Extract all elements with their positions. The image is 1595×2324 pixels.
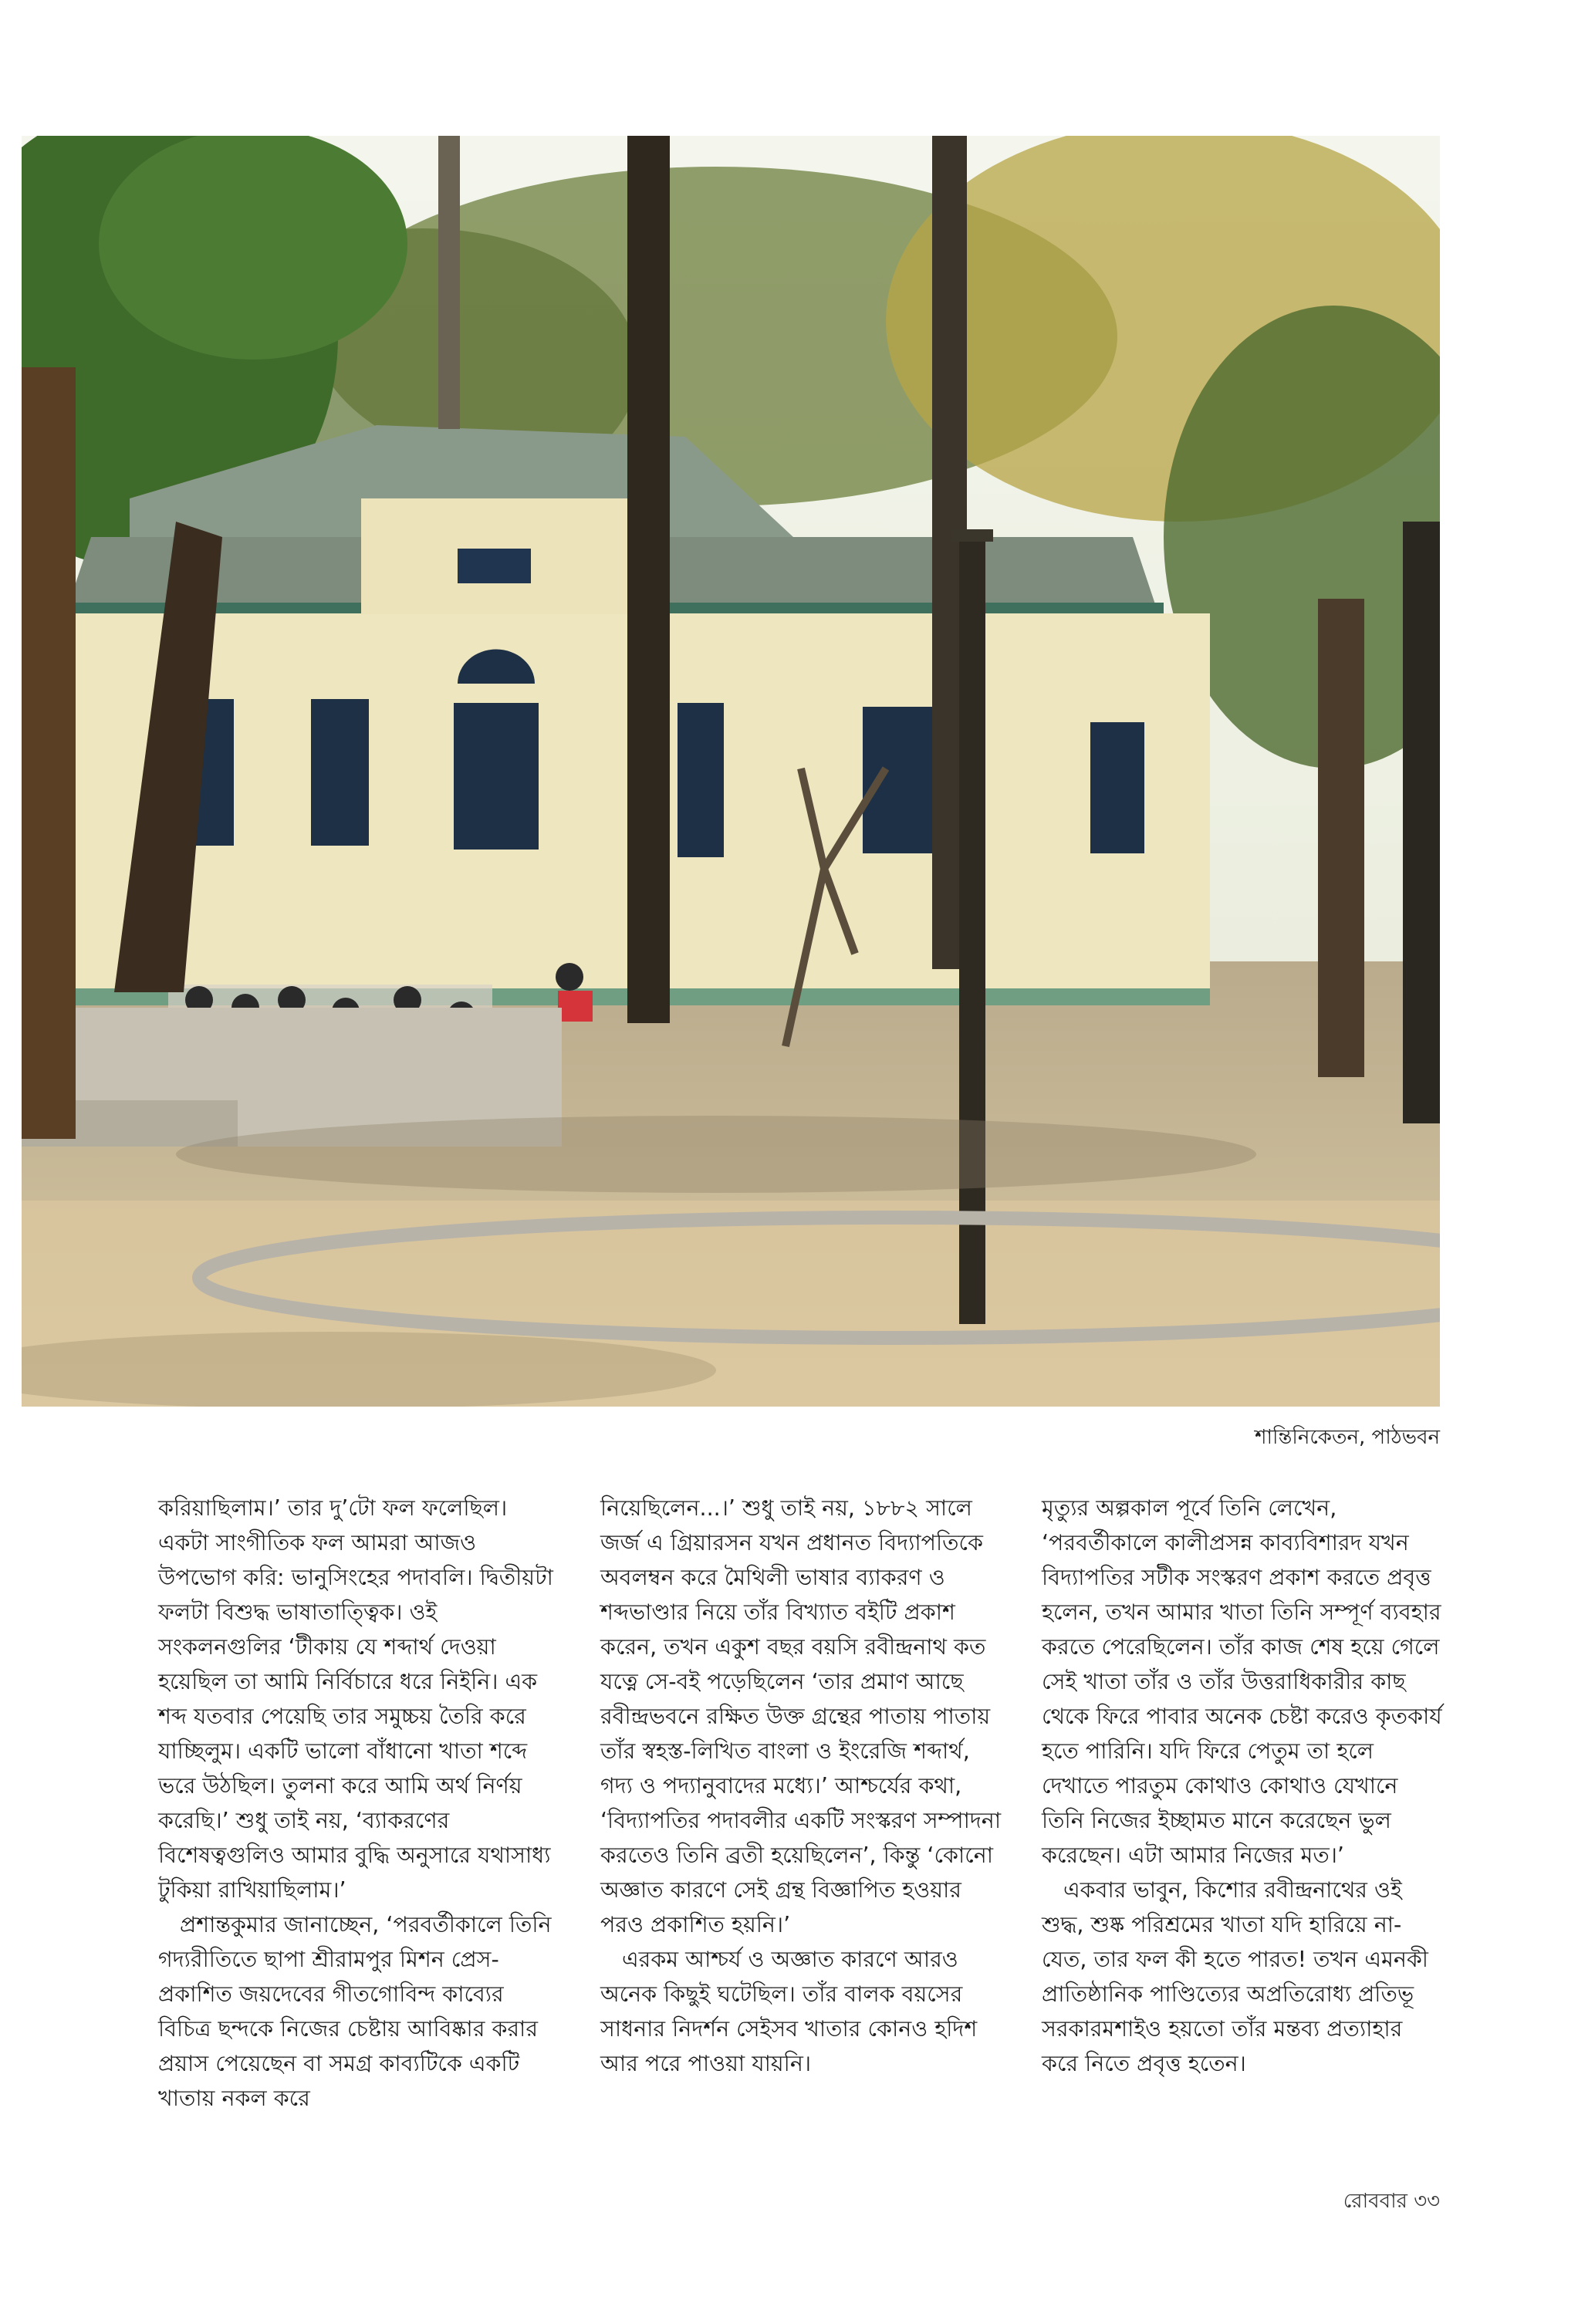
paragraph: নিয়েছিলেন...।’ শুধু তাই নয়, ১৮৮২ সালে জর্জ এ গ্রিয়ারসন যখন প্রধানত বিদ্যাপতিকে অবলম্বন করে মৈথিলী ভাষার ব্যাকরণ ও শব্দভাণ্ডার নিয়ে তাঁর বিখ্যাত বইটি প্রকাশ করেন, তখন একুশ বছর বয়সি রবীন্দ্রনাথ কত যত্নে সে-বই পড়েছিলেন ‘তার প্রমাণ আছে রবীন্দ্রভবনে রক্ষিত উক্ত গ্রন্থের পাতায় পাতায় তাঁর স্বহস্ত-লিখিত বাংলা ও ইংরেজি শব্দার্থ, গদ্য ও পদ্যানুবাদের মধ্যে।’ আশ্চর্যের কথা, ‘বিদ্যাপতির পদাবলীর একটি সংস্করণ সম্পাদনা করতেও তিনি ব্রতী হয়েছিলেন’, কিন্তু ‘কোনো অজ্ঞাত কারণে সেই গ্রন্থ বিজ্ঞাপিত হওয়ার পরও প্রকাশিত হয়নি।’	[600, 1495, 1002, 1937]
page-folio: রোববার ৩৩	[1343, 2190, 1440, 2213]
paragraph: প্রশান্তকুমার জানাচ্ছেন, ‘পরবর্তীকালে তিনি গদ্যরীতিতে ছাপা শ্রীরামপুর মিশন প্রেস-প্রকাশিত জয়দেবের গীতগোবিন্দ কাব্যের বিচিত্র ছন্দকে নিজের চেষ্টায় আবিষ্কার করার প্রয়াস পেয়েছেন বা সমগ্র কাব্যটিকে একটি খাতায় নকল করে	[158, 1912, 552, 2111]
article-column-2	[600, 1491, 1002, 2081]
paragraph: মৃত্যুর অল্পকাল পূর্বে তিনি লেখেন, ‘পরবর্তীকালে কালীপ্রসন্ন কাব্যবিশারদ যখন বিদ্যাপতির সটীক সংস্করণ প্রকাশ করতে প্রবৃত্ত হলেন, তখন আমার খাতা তিনি সম্পূর্ণ ব্যবহার করতে পেরেছিলেন। তাঁর কাজ শেষ হয়ে গেলে সেই খাতা তাঁর ও তাঁর উত্তরাধিকারীর কাছ থেকে ফিরে পাবার অনেক চেষ্টা করেও কৃতকার্য হতে পারিনি। যদি ফিরে পেতুম তা হলে দেখাতে পারতুম কোথাও কোথাও যেখানে তিনি নিজের ইচ্ছামত মানে করেছেন ভুল করেছেন। এটা আমার নিজের মত।’	[1042, 1495, 1442, 1868]
article-column-3	[1042, 1491, 1443, 2081]
paragraph: একবার ভাবুন, কিশোর রবীন্দ্রনাথের ওই শুদ্ধ, শুষ্ক পরিশ্রমের খাতা যদি হারিয়ে না-যেত, তার ফল কী হতে পারত! তখন এমনকী প্রাতিষ্ঠানিক পাণ্ডিত্যের অপ্রতিরোধ্য প্রতিভূ সরকারমশাইও হয়তো তাঁর মন্তব্য প্রত্যাহার করে নিতে প্রবৃত্ত হতেন।	[1042, 1877, 1428, 2076]
article-column-1	[158, 1491, 559, 2116]
photo-illustration	[22, 136, 1440, 1407]
article-photo	[22, 136, 1440, 1407]
paragraph: এরকম আশ্চর্য ও অজ্ঞাত কারণে আরও অনেক কিছুই ঘটেছিল। তাঁর বালক বয়সের সাধনার নিদর্শন সেইসব খাতার কোনও হদিশ আর পরে পাওয়া যায়নি।	[600, 1947, 978, 2076]
photo-caption: শান্তিনিকেতন, পাঠভবন	[1255, 1426, 1440, 1449]
paragraph: করিয়াছিলাম।’ তার দু’টো ফল ফলেছিল। একটা সাংগীতিক ফল আমরা আজও উপভোগ করি: ভানুসিংহের পদাবলি। দ্বিতীয়টা ফলটা বিশুদ্ধ ভাষাতাত্ত্বিক। ওই সংকলনগুলির ‘টীকায় যে শব্দার্থ দেওয়া হয়েছিল তা আমি নির্বিচারে ধরে নিইনি। এক শব্দ যতবার পেয়েছি তার সমুচ্চয় তৈরি করে যাচ্ছিলুম। একটি ভালো বাঁধানো খাতা শব্দে ভরে উঠছিল। তুলনা করে আমি অর্থ নির্ণয় করেছি।’ শুধু তাই নয়, ‘ব্যাকরণের বিশেষত্বগুলিও আমার বুদ্ধি অনুসারে যথাসাধ্য টুকিয়া রাখিয়াছিলাম।’	[158, 1495, 553, 1903]
